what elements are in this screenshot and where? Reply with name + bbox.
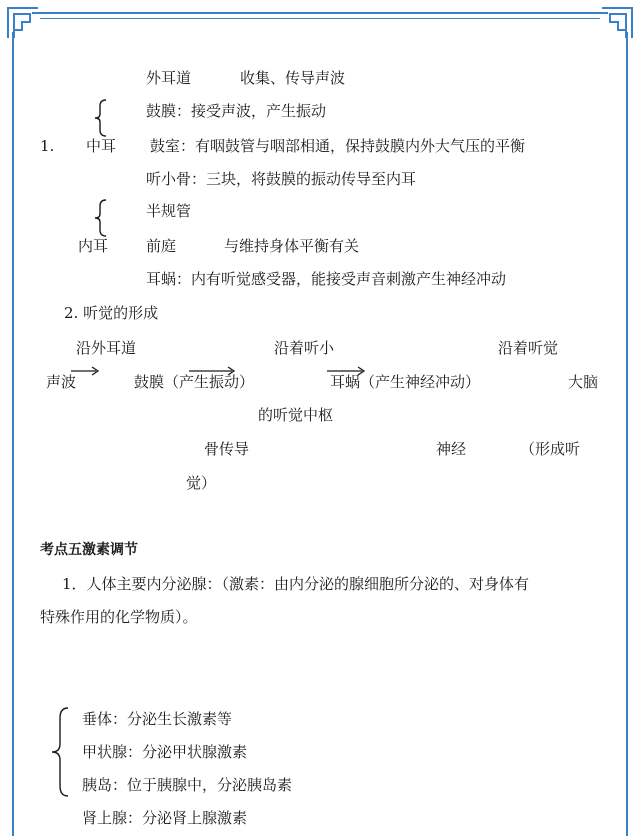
list-item: 胰岛：位于胰腺中，分泌胰岛素 [82, 776, 293, 794]
nerve-label: 神经 [436, 440, 467, 458]
frame-inner-top-line [40, 18, 600, 19]
forming-label: （形成听 [520, 440, 581, 458]
paragraph-line-1: 1．人体主要内分泌腺：（激素：由内分泌的腺细胞所分泌的、对身体有 [62, 575, 530, 593]
middle-ear-brace-icon [92, 98, 108, 138]
auditory-center-label: 的听觉中枢 [258, 406, 334, 424]
list-item: 甲状腺：分泌甲状腺激素 [82, 743, 248, 761]
brain-label: 大脑 [568, 373, 599, 391]
outer-canal-label: 外耳道 [146, 69, 192, 87]
frame-right-line [626, 32, 628, 836]
feel-label: 觉） [186, 474, 217, 492]
vestibule-label: 前庭 [146, 237, 177, 255]
eardrum-step: 鼓膜（产生振动） [134, 373, 255, 391]
section-title: 考点五激素调节 [40, 542, 138, 558]
outer-canal-desc: 收集、传导声波 [240, 69, 346, 87]
list-item: 垂体：分泌生长激素等 [82, 710, 233, 728]
item-number-1: 1. [40, 137, 55, 155]
middle-ear-label: 中耳 [86, 137, 117, 155]
along-auditory-label: 沿着听觉 [498, 339, 559, 357]
cochlea-line: 耳蜗：内有听觉感受器，能接受声音刺激产生神经冲动 [146, 270, 507, 288]
inner-ear-label: 内耳 [78, 237, 109, 255]
frame-corner-ornament-right [600, 6, 634, 40]
ossicles-line: 听小骨：三块，将鼓膜的振动传导至内耳 [146, 170, 417, 188]
along-ossicles-label: 沿着听小 [274, 339, 335, 357]
frame-top-line [32, 12, 608, 14]
sound-wave-label: 声波 [46, 373, 77, 391]
frame-corner-ornament-left [6, 6, 40, 40]
paragraph-line-2: 特殊作用的化学物质）。 [40, 608, 198, 626]
eardrum-line: 鼓膜：接受声波，产生振动 [146, 102, 327, 120]
tympanic-line: 鼓室：有咽鼓管与咽部相通，保持鼓膜内外大气压的平衡 [150, 137, 526, 155]
along-canal-label: 沿外耳道 [76, 339, 137, 357]
frame-left-line [12, 32, 14, 836]
inner-ear-brace-icon [92, 198, 108, 238]
gland-list-brace-icon [48, 706, 70, 798]
bone-conduction-label: 骨传导 [204, 440, 250, 458]
list-item: 肾上腺：分泌肾上腺激素 [82, 809, 248, 827]
cochlea-step: 耳蜗（产生神经冲动） [330, 373, 481, 391]
vestibule-desc: 与维持身体平衡有关 [224, 237, 360, 255]
semicircular-line: 半规管 [146, 202, 192, 220]
hearing-heading: 2. 听觉的形成 [64, 304, 159, 322]
